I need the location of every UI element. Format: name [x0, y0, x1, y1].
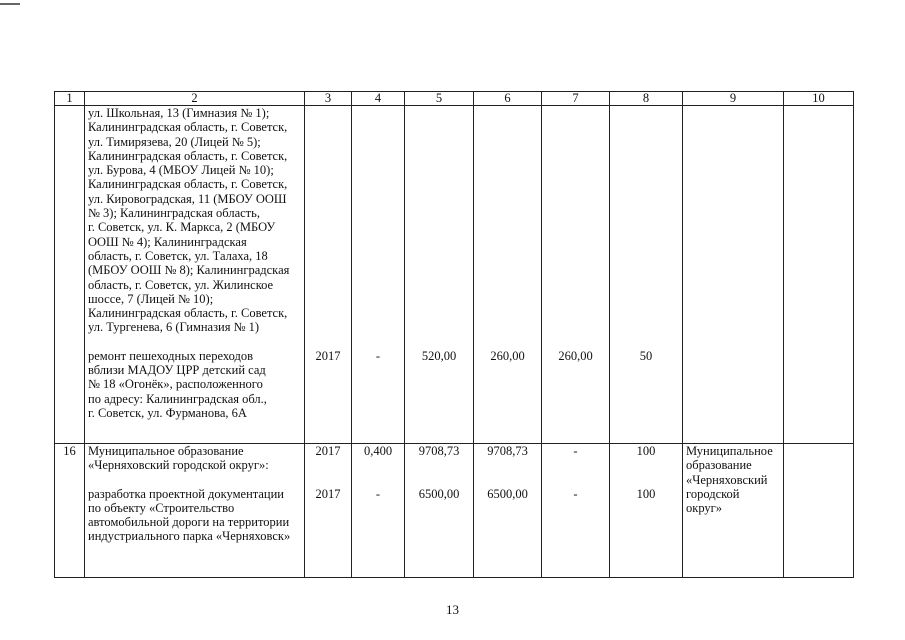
total-cell	[405, 444, 474, 578]
local-cell	[542, 444, 610, 578]
sub-item-description: разработка проектной документации по объекту «Строительство автомобильной дороги на территории индустриального парка «Черняховск»	[88, 486, 291, 544]
year-cell	[305, 444, 352, 578]
recipient-cell	[683, 444, 784, 578]
sub-item-federal: 260,00	[490, 349, 525, 363]
sub-item-length: -	[375, 487, 381, 502]
recipient-text: Муниципальное образование «Черняховский городской округ»	[686, 444, 773, 516]
sub-item-description: ремонт пешеходных переходов вблизи МАДОУ ЦРР детский сад № 18 «Огонёк», расположенного по адресу: Калининградская обл., г. Советск, ул. Фурманова, 6А	[88, 348, 267, 420]
sub-item-total: 520,00	[421, 349, 457, 363]
sub-item-percent: 50	[639, 349, 653, 363]
length-cell	[352, 106, 405, 444]
note-cell	[784, 444, 854, 578]
federal-value: 9708,73	[487, 444, 528, 458]
note-cell	[784, 106, 854, 444]
total-cell	[405, 106, 474, 444]
length-value: 0,400	[363, 444, 393, 458]
scan-corner-mark	[0, 3, 20, 5]
sub-item-year: 2017	[315, 349, 341, 363]
sub-item-federal: 6500,00	[487, 487, 528, 502]
municipality-description: Муниципальное образование «Черняховский городской округ»:	[88, 444, 269, 473]
sub-item-percent: 100	[636, 487, 656, 502]
column-number: 7	[542, 92, 610, 106]
sub-item-length: -	[375, 349, 381, 363]
page-number: 13	[446, 602, 459, 617]
sub-item-local: 260,00	[558, 349, 593, 363]
row-number-cell	[55, 106, 85, 444]
table-row-continued	[55, 106, 854, 444]
address-list: ул. Школьная, 13 (Гимназия № 1); Калининградская область, г. Советск, ул. Тимирязева, 20 (Лицей № 5); Калининградская область, г. Советск, ул. Бурова, 4 (МБОУ Лицей № 10); Калининградская область, г. Советск, ул. Кировоградская, 11 (МБОУ ООШ № 3); Калининградская область, г. Советск, ул. К. Маркса, 2 (МБОУ ООШ № 4); Калининградская область, г. Советск, ул. Талаха, 18 (МБОУ ООШ № 8); Калининградская область, г. Советск, ул. Жилинское шоссе, 7 (Лицей № 10); Калининградская область, г. Советск, ул. Тургенева, 6 (Гимназия № 1)	[88, 106, 290, 335]
column-number: 1	[55, 92, 85, 106]
federal-cell	[474, 106, 542, 444]
recipient-cell	[683, 106, 784, 444]
column-number: 9	[683, 92, 784, 106]
description-cell	[85, 444, 305, 578]
federal-cell	[474, 444, 542, 578]
funding-table	[54, 91, 854, 578]
row-number-cell: 16	[55, 444, 85, 578]
column-number: 3	[305, 92, 352, 106]
year-value: 2017	[315, 444, 341, 458]
length-cell	[352, 444, 405, 578]
year-cell	[305, 106, 352, 444]
column-number: 6	[474, 92, 542, 106]
column-number: 4	[352, 92, 405, 106]
column-number: 10	[784, 92, 854, 106]
column-number: 5	[405, 92, 474, 106]
column-number: 8	[610, 92, 683, 106]
total-value: 9708,73	[418, 444, 460, 458]
table-row-16	[55, 444, 854, 578]
sub-item-local: -	[573, 487, 578, 502]
percent-cell	[610, 444, 683, 578]
local-value: -	[573, 444, 578, 458]
column-number: 2	[85, 92, 305, 106]
spacer	[88, 335, 301, 349]
column-number-row	[55, 92, 854, 106]
sub-item-total: 6500,00	[418, 487, 460, 502]
percent-value: 100	[636, 444, 656, 458]
description-cell	[85, 106, 305, 444]
local-cell	[542, 106, 610, 444]
spacer	[88, 473, 301, 487]
sub-item-year: 2017	[315, 487, 341, 502]
percent-cell	[610, 106, 683, 444]
